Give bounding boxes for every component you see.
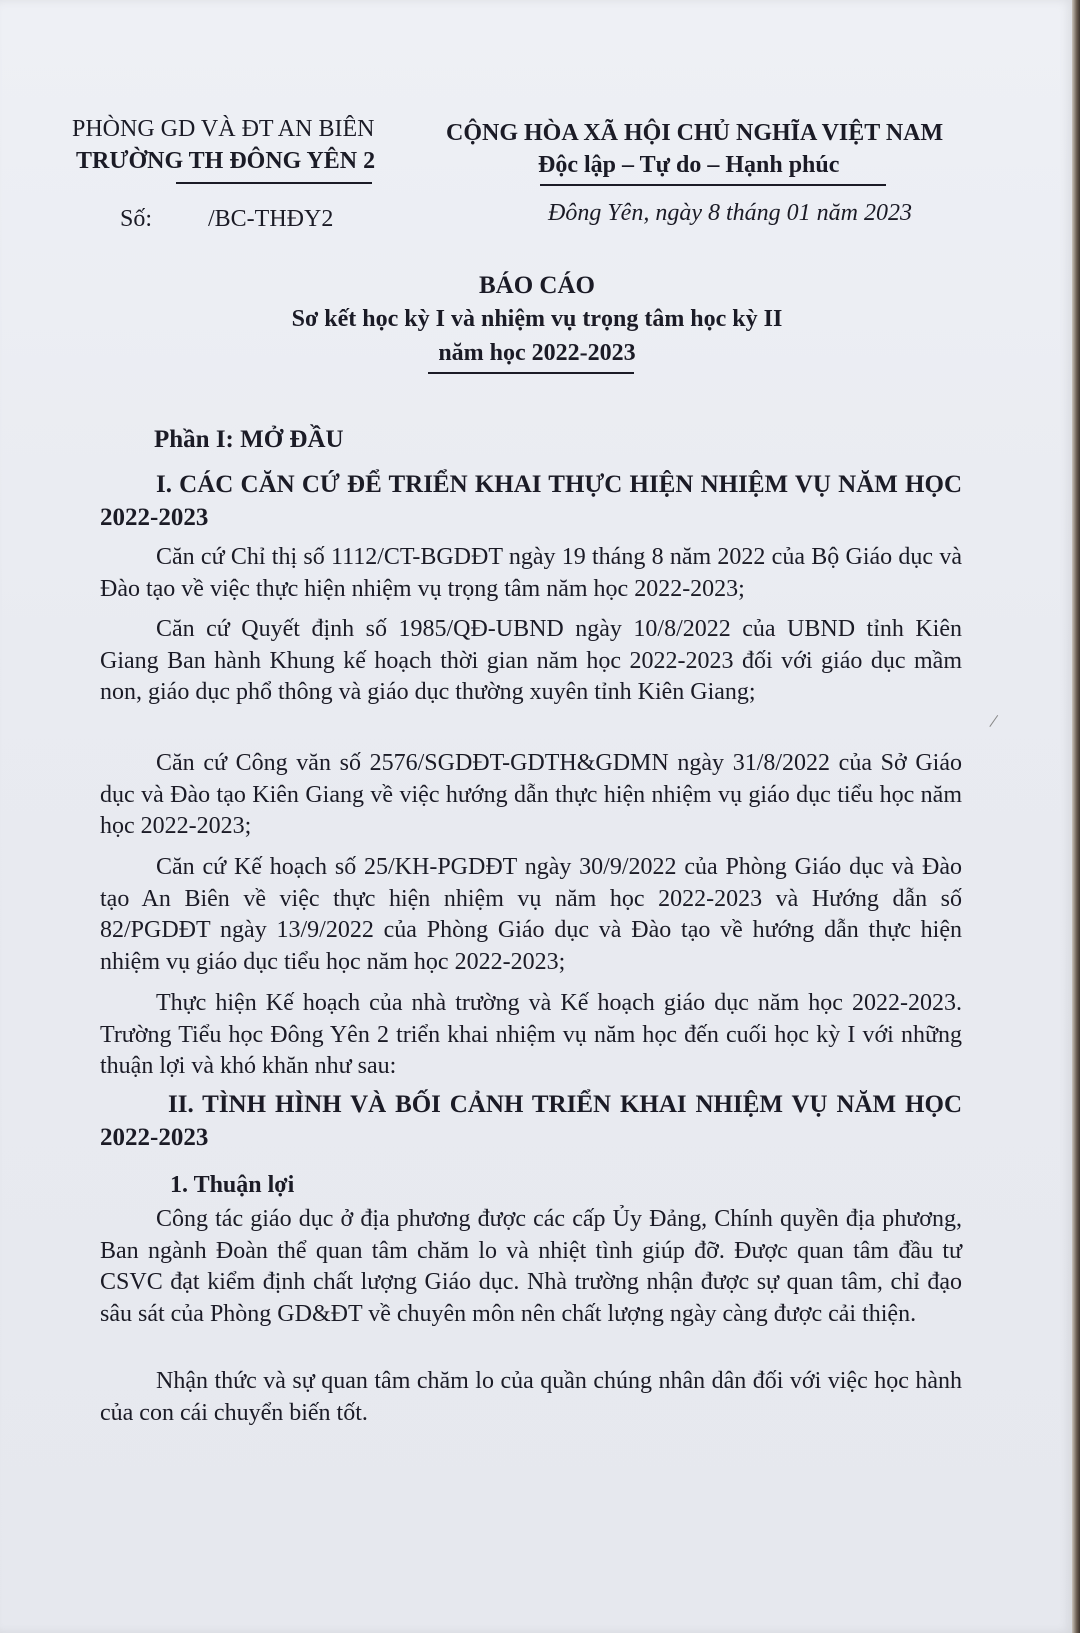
paragraph-5: Thực hiện Kế hoạch của nhà trường và Kế hoạch giáo dục năm học 2022-2023. Trường Tiểu học Đông Yên 2 triển khai nhiệm vụ năm học đến cuối học kỳ I với những thuận lợi và khó khăn như sau:	[100, 990, 962, 1079]
part-heading: Phần I: MỞ ĐẦU	[154, 426, 344, 453]
report-year: năm học 2022-2023	[438, 340, 636, 366]
subsection-heading: 1. Thuận lợi	[170, 1172, 295, 1198]
section-heading-1: I. CÁC CĂN CỨ ĐỂ TRIỂN KHAI THỰC HIỆN NHIỆM VỤ NĂM HỌC 2022-2023	[100, 471, 962, 531]
paragraph-3: Căn cứ Công văn số 2576/SGDĐT-GDTH&GDMN ngày 31/8/2022 của Sở Giáo dục và Đào tạo Kiên Giang về việc hướng dẫn thực hiện nhiệm vụ giáo dục tiểu học năm học 2022-2023;	[100, 750, 962, 839]
org-name: PHÒNG GD VÀ ĐT AN BIÊN	[72, 116, 375, 142]
report-subtitle: Sơ kết học kỳ I và nhiệm vụ trọng tâm học kỳ II	[291, 306, 783, 332]
motto-underline	[540, 184, 886, 186]
paragraph-4: Căn cứ Kế hoạch số 25/KH-PGDĐT ngày 30/9/2022 của Phòng Giáo dục và Đào tạo An Biên về việc thực hiện nhiệm vụ năm học 2022-2023 và Hướng dẫn số 82/PGDĐT ngày 13/9/2022 của Phòng Giáo dục và Đào tạo về hướng dẫn thực hiện nhiệm vụ giáo dục tiểu học năm học 2022-2023;	[100, 854, 962, 975]
school-name: TRƯỜNG TH ĐÔNG YÊN 2	[76, 148, 376, 174]
paragraph-1: Căn cứ Chỉ thị số 1112/CT-BGDĐT ngày 19 tháng 8 năm 2022 của Bộ Giáo dục và Đào tạo về việc thực hiện nhiệm vụ trọng tâm năm học 2022-2023;	[100, 544, 962, 602]
report-title: BÁO CÁO	[479, 272, 595, 299]
page-edge	[1072, 0, 1080, 1633]
school-underline	[176, 182, 372, 184]
paragraph-2: Căn cứ Quyết định số 1985/QĐ-UBND ngày 10/8/2022 của UBND tỉnh Kiên Giang Ban hành Khung kế hoạch thời gian năm học 2022-2023 đối với giáo dục mầm non, giáo dục phổ thông và giáo dục thường xuyên tỉnh Kiên Giang;	[100, 616, 962, 705]
nation-title: CỘNG HÒA XÃ HỘI CHỦ NGHĨA VIỆT NAM	[446, 120, 944, 146]
paragraph-6: Công tác giáo dục ở địa phương được các cấp Ủy Đảng, Chính quyền địa phương, Ban ngành Đoàn thể quan tâm chăm lo và nhiệt tình giúp đỡ. Được quan tâm đầu tư CSVC đạt kiểm định chất lượng Giáo dục. Nhà trường nhận được sự quan tâm, chỉ đạo sâu sát của Phòng GD&ĐT về chuyên môn nên chất lượng ngày càng được cải thiện.	[100, 1206, 962, 1327]
paragraph-7: Nhận thức và sự quan tâm chăm lo của quần chúng nhân dân đối với việc học hành của con cái chuyển biến tốt.	[100, 1368, 962, 1426]
place-date: Đông Yên, ngày 8 tháng 01 năm 2023	[548, 200, 912, 226]
doc-number-code: /BC-THĐY2	[208, 206, 334, 232]
doc-number-label: Số:	[120, 206, 153, 232]
title-underline	[428, 372, 634, 374]
section-heading-2: II. TÌNH HÌNH VÀ BỐI CẢNH TRIỂN KHAI NHIỆM VỤ NĂM HỌC 2022-2023	[100, 1091, 962, 1151]
pen-mark	[989, 715, 1009, 735]
nation-motto: Độc lập – Tự do – Hạnh phúc	[538, 152, 840, 178]
